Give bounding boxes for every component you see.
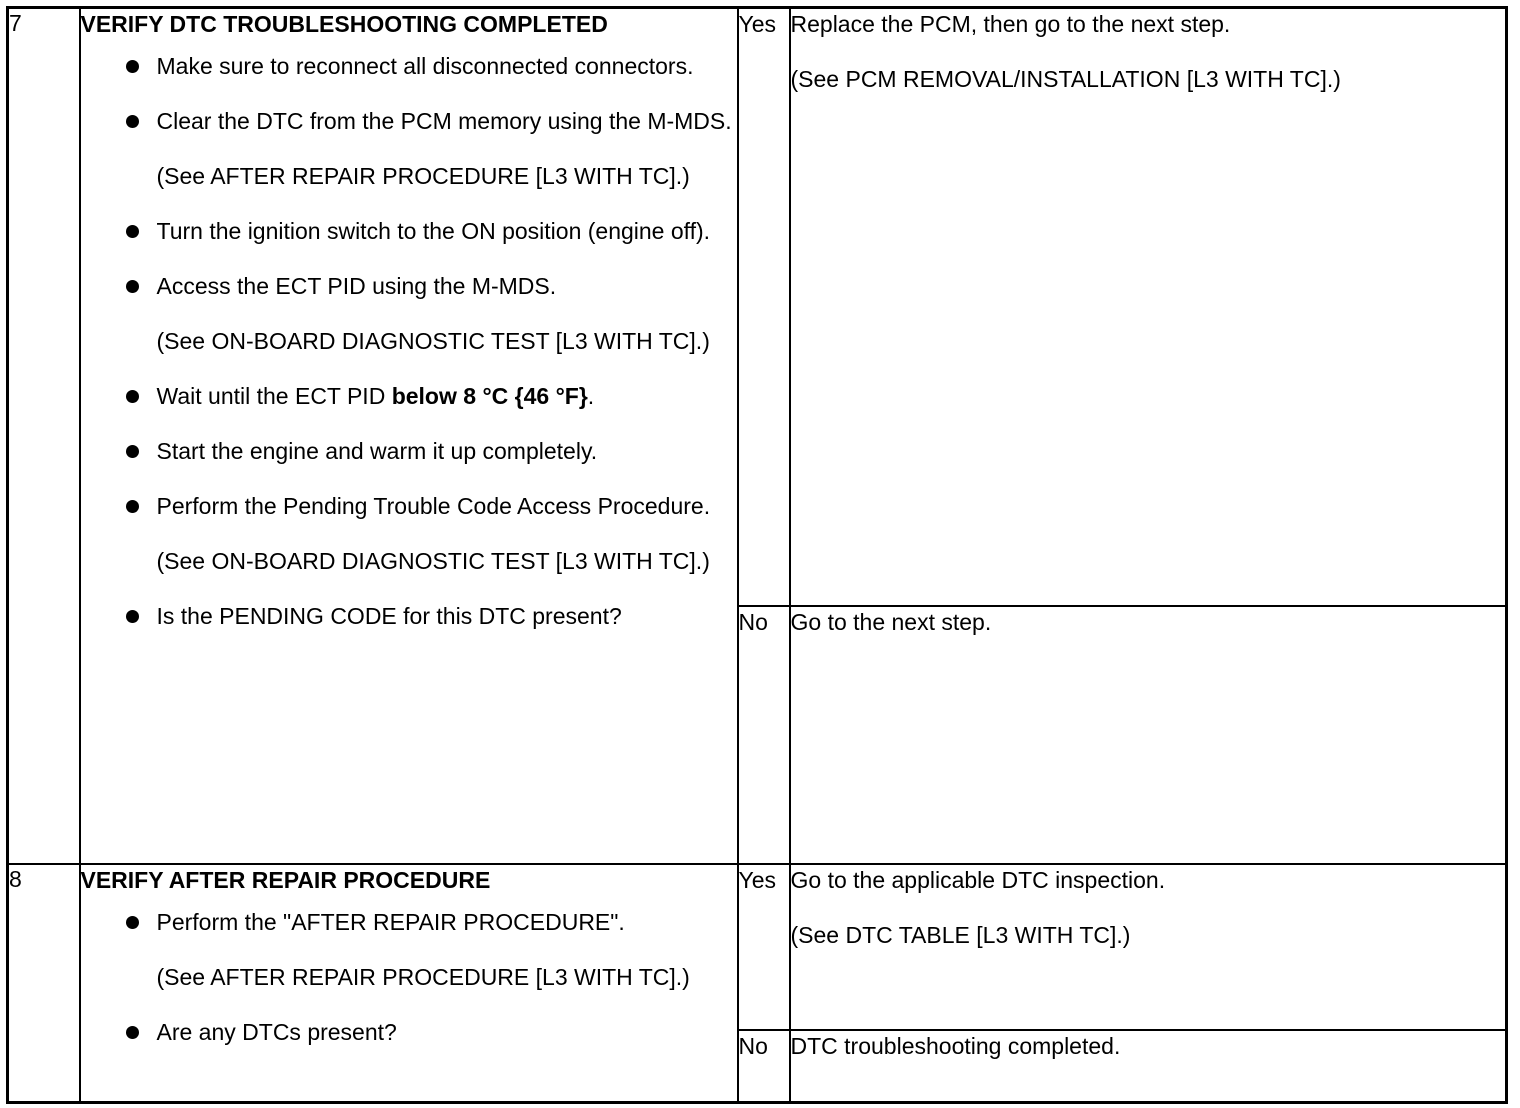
step-title: VERIFY AFTER REPAIR PROCEDURE [80, 866, 491, 893]
bullet-item: Clear the DTC from the PCM memory using the M-MDS. (See AFTER REPAIR PROCEDURE [L3 WITH TC].) [81, 106, 737, 191]
reference-note: (See ON-BOARD DIAGNOSTIC TEST [L3 WITH TC].) [156, 548, 710, 574]
bullet-item: Are any DTCs present? [81, 1017, 737, 1047]
bullet-item: Make sure to reconnect all disconnected connectors. [81, 51, 737, 81]
reference-note: (See ON-BOARD DIAGNOSTIC TEST [L3 WITH TC].) [156, 328, 710, 354]
yes-label: Yes [738, 864, 790, 1030]
no-result: Go to the next step. [790, 606, 1507, 864]
yes-label: Yes [738, 8, 790, 606]
bullet-item: Start the engine and warm it up completely. [81, 436, 737, 466]
step-number: 8 [8, 864, 80, 1103]
bullet-item: Perform the "AFTER REPAIR PROCEDURE". (See AFTER REPAIR PROCEDURE [L3 WITH TC].) [81, 907, 737, 992]
step-action [80, 8, 738, 864]
reference-note: (See AFTER REPAIR PROCEDURE [L3 WITH TC].) [156, 163, 690, 189]
bullet-item: Is the PENDING CODE for this DTC present? [81, 601, 737, 631]
no-label: No [738, 606, 790, 864]
step-number: 7 [8, 8, 80, 864]
bullet-item: Wait until the ECT PID below 8 °C {46 °F}. [81, 381, 737, 411]
step-action [80, 864, 738, 1103]
step-7-yes-row [8, 8, 1507, 606]
step-title: VERIFY DTC TROUBLESHOOTING COMPLETED [80, 11, 608, 37]
yes-result: Go to the applicable DTC inspection. (See DTC TABLE [L3 WITH TC].) [790, 864, 1507, 1030]
bullet-item: Turn the ignition switch to the ON position (engine off). [81, 216, 737, 246]
bullet-item: Access the ECT PID using the M-MDS. (See ON-BOARD DIAGNOSTIC TEST [L3 WITH TC].) [81, 271, 737, 356]
temperature-threshold: below 8 °C {46 °F} [391, 383, 588, 409]
no-label: No [738, 1030, 790, 1103]
no-result: DTC troubleshooting completed. [790, 1030, 1507, 1103]
step-8-yes-row [8, 864, 1507, 1030]
yes-result: Replace the PCM, then go to the next step. (See PCM REMOVAL/INSTALLATION [L3 WITH TC].) [790, 8, 1507, 606]
bullet-item: Perform the Pending Trouble Code Access Procedure. (See ON-BOARD DIAGNOSTIC TEST [L3 WITH TC].) [81, 491, 737, 576]
reference-note: (See DTC TABLE [L3 WITH TC].) [790, 921, 1131, 948]
reference-note: (See AFTER REPAIR PROCEDURE [L3 WITH TC].) [156, 963, 690, 990]
reference-note: (See PCM REMOVAL/INSTALLATION [L3 WITH TC].) [790, 66, 1341, 92]
diagnostic-procedure-table [6, 6, 1508, 1104]
step-bullet-list [81, 51, 737, 631]
step-bullet-list [81, 907, 737, 1047]
